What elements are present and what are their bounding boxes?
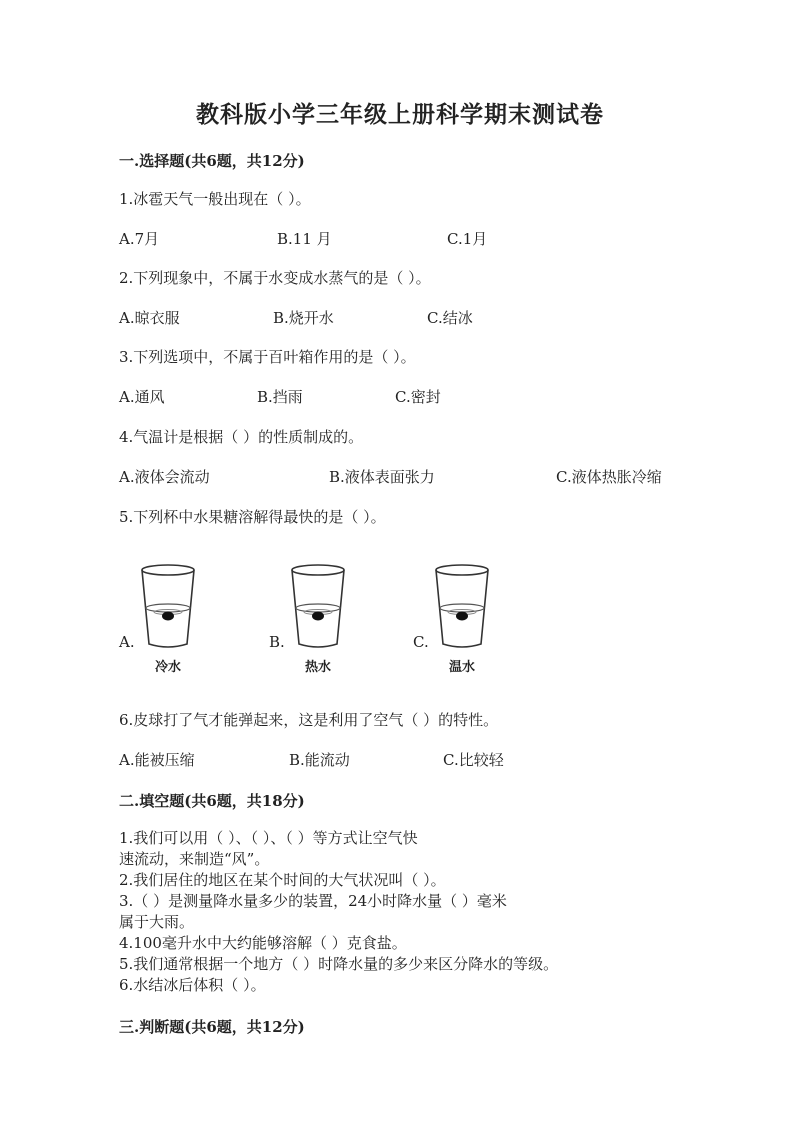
cup-label-cold: 冷水	[154, 660, 181, 675]
q3-option-a[interactable]: A.通风	[119, 388, 165, 406]
section-heading-choice: 一.选择题(共6题，共12分)	[119, 152, 305, 170]
question-3: 3.下列选项中，不属于百叶箱作用的是（ ）。	[119, 348, 416, 366]
section-heading-judge: 三.判断题(共6题，共12分)	[119, 1018, 305, 1036]
question-5: 5.下列杯中水果糖溶解得最快的是（ ）。	[119, 508, 386, 526]
q3-option-b[interactable]: B.挡雨	[257, 388, 303, 406]
q5-option-a[interactable]: A.	[119, 633, 135, 651]
candy-icon	[456, 612, 468, 621]
candy-icon	[312, 612, 324, 621]
q4-option-c[interactable]: C.液体热胀冷缩	[556, 468, 662, 486]
hot-water-cup[interactable]	[283, 560, 353, 675]
question-1: 1.冰雹天气一般出现在（ ）。	[119, 190, 311, 208]
glass-icon	[427, 560, 497, 656]
fill-line-6: 6.水结冰后体积（ ）。	[119, 976, 266, 994]
q2-option-a[interactable]: A.晾衣服	[119, 309, 180, 327]
fill-line-5: 5.我们通常根据一个地方（ ）时降水量的多少来区分降水的等级。	[119, 955, 559, 973]
q3-option-c[interactable]: C.密封	[395, 388, 441, 406]
glass-icon	[133, 560, 203, 656]
q4-option-a[interactable]: A.液体会流动	[119, 468, 210, 486]
cup-label-hot: 热水	[304, 660, 331, 675]
question-6: 6.皮球打了气才能弹起来，这是利用了空气（ ）的特性。	[119, 711, 499, 729]
question-2: 2.下列现象中，不属于水变成水蒸气的是（ ）。	[119, 269, 431, 287]
candy-icon	[162, 612, 174, 621]
fill-line-1: 1.我们可以用（ ）、（ ）、（ ）等方式让空气快	[119, 829, 418, 847]
q4-option-b[interactable]: B.液体表面张力	[329, 468, 435, 486]
cold-water-cup[interactable]	[133, 560, 203, 675]
glass-icon	[283, 560, 353, 656]
q5-option-b[interactable]: B.	[269, 633, 285, 651]
warm-water-cup[interactable]	[427, 560, 497, 675]
q1-option-a[interactable]: A.7月	[119, 230, 160, 248]
section-heading-fill: 二.填空题(共6题，共18分)	[119, 792, 305, 810]
fill-line-1-cont: 速流动，来制造“风”。	[119, 850, 270, 868]
q2-option-b[interactable]: B.烧开水	[273, 309, 334, 327]
fill-line-4: 4.100毫升水中大约能够溶解（ ）克食盐。	[119, 934, 407, 952]
q6-option-b[interactable]: B.能流动	[289, 751, 350, 769]
q6-option-a[interactable]: A.能被压缩	[119, 751, 195, 769]
q1-option-b[interactable]: B.11 月	[277, 230, 332, 248]
page-title: 教科版小学三年级上册科学期末测试卷	[196, 101, 604, 128]
fill-line-2: 2.我们居住的地区在某个时间的大气状况叫（ ）。	[119, 871, 446, 889]
question-4: 4.气温计是根据（ ）的性质制成的。	[119, 428, 364, 446]
fill-line-3-cont: 属于大雨。	[119, 913, 195, 931]
fill-line-3: 3.（ ）是测量降水量多少的装置，24小时降水量（ ）毫米	[119, 892, 507, 910]
cup-label-warm: 温水	[448, 660, 475, 675]
q1-option-c[interactable]: C.1月	[447, 230, 488, 248]
q2-option-c[interactable]: C.结冰	[427, 309, 473, 327]
q5-option-c[interactable]: C.	[413, 633, 429, 651]
q6-option-c[interactable]: C.比较轻	[443, 751, 504, 769]
